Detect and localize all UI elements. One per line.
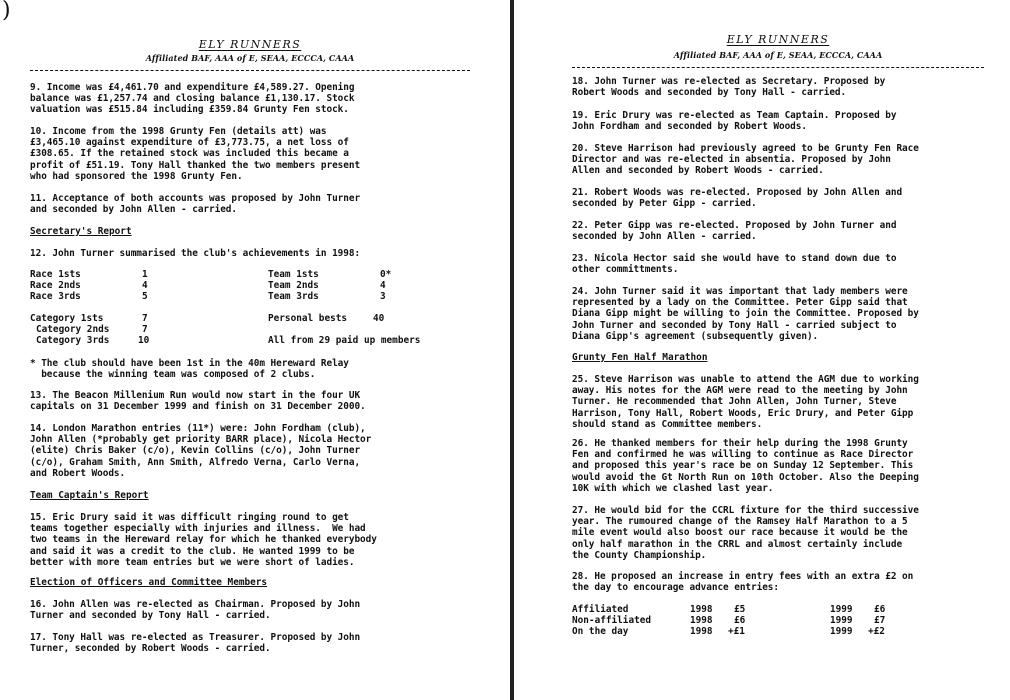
table-row: Non-affiliated 1998 £6 1999 £7 bbox=[572, 615, 886, 627]
item-17: 17. Tony Hall was re-elected as Treasurer. Proposed by John Turner, seconded by Robert Woods - carried. bbox=[30, 632, 361, 655]
item-23: 23. Nicola Hector said she would have to stand down due to other committments. bbox=[572, 253, 897, 276]
page-title: ELY RUNNERS bbox=[198, 38, 302, 51]
item-13: 13. The Beacon Millenium Run would now start in the four UK capitals on 31 December 1999 and finish on 31 December 2000. bbox=[30, 390, 366, 413]
section-heading-team-captain: Team Captain's Report bbox=[30, 490, 149, 501]
item-9: 9. Income was £4,461.70 and expenditure £4,589.27. Opening balance was £1,257.74 and closing balance £1,130.17. Stock valuation was £515.84 including £359.84 Grunty Fen stock. bbox=[30, 82, 355, 116]
footnote: * The club should have been 1st in the 40m Hereward Relay because the winning team was composed of 2 clubs. bbox=[30, 358, 349, 381]
item-26: 26. He thanked members for their help during the 1998 Grunty Fen and confirmed he was willing to continue as Race Director and proposed this year's race be on Sunday 12 September. This would avoid the Gt North Run on 10th October. Also the Deeping 10K with which we clashed last year. bbox=[572, 438, 919, 494]
item-21: 21. Robert Woods was re-elected. Proposed by John Allen and seconded by Peter Gipp - carried. bbox=[572, 187, 903, 210]
page-subtitle: Affiliated BAF, AAA of E, SEAA, ECCCA, CAAA bbox=[673, 50, 883, 60]
item-19: 19. Eric Drury was re-elected as Team Captain. Proposed by John Fordham and seconded by Robert Woods. bbox=[572, 110, 897, 133]
left-page bbox=[30, 0, 470, 700]
entry-fees-table bbox=[572, 604, 984, 638]
item-14: 14. London Marathon entries (11*) were: John Fordham (club), John Allen (*probably get priority BARR place), Nicola Hector (elite) Chris Baker (c/o), Kevin Collins (c/o), John Turner (c/o), Graham Smith, Ann Smith, Alfredo Verna, Carlo Verna, and Robert Woods. bbox=[30, 423, 372, 479]
page-edge-mark: ) bbox=[2, 0, 11, 23]
item-28: 28. He proposed an increase in entry fees with an extra £2 on the day to encourage advance entries: bbox=[572, 571, 914, 594]
table-row: Race 3rds 5 Team 3rds 3 bbox=[30, 291, 386, 303]
item-27: 27. He would bid for the CCRL fixture for the third successive year. The rumoured change of the Ramsey Half Marathon to a 5 mile event would also boost our race because it would be the only half marathon in the CRRL and almost certainly include the County Championship. bbox=[572, 505, 919, 561]
item-15: 15. Eric Drury said it was difficult ringing round to get teams together especially with injuries and illness. We had two teams in the Hereward relay for which he thanked everybody and said it was a credit to the club. He wanted 1999 to be better with more team entries but we were short of ladies. bbox=[30, 512, 377, 568]
header-rule bbox=[572, 67, 984, 68]
page-subtitle: Affiliated BAF, AAA of E, SEAA, ECCCA, CAAA bbox=[145, 53, 355, 63]
item-12: 12. John Turner summarised the club's achievements in 1998: bbox=[30, 248, 361, 259]
section-heading-election: Election of Officers and Committee Members bbox=[30, 577, 268, 588]
item-22: 22. Peter Gipp was re-elected. Proposed by John Turner and seconded by John Allen - carried. bbox=[572, 220, 897, 243]
table-row: Affiliated 1998 £5 1999 £6 bbox=[572, 604, 886, 615]
table-row: Category 3rds 10 All from 29 paid up members bbox=[36, 335, 421, 347]
section-heading-grunty-fen: Grunty Fen Half Marathon bbox=[572, 352, 708, 363]
table-row: Race 1sts 1 Team 1sts 0* bbox=[30, 269, 392, 280]
item-18: 18. John Turner was re-elected as Secretary. Proposed by Robert Woods and seconded by Tony Hall - carried. bbox=[572, 76, 886, 99]
achievements-table bbox=[30, 269, 470, 303]
item-10: 10. Income from the 1998 Grunty Fen (details att) was £3,465.10 against expenditure of £3,773.75, a net loss of £308.65. If the retained stock was included this became a profit of £51.19. Tony Hall thanked the two members present who had sponsored the 1998 Grunty Fen. bbox=[30, 126, 361, 182]
item-24: 24. John Turner said it was important that lady members were represented by a lady on the Committee. Peter Gipp said that Diana Gipp might be willing to join the Committee. Proposed by John Turner and seconded by Tony Hall - carried subject to Diana Gipp's agreement (subsequently given). bbox=[572, 286, 919, 342]
header-rule bbox=[30, 70, 470, 71]
item-11: 11. Acceptance of both accounts was proposed by John Turner and seconded by John Allen - carried. bbox=[30, 193, 361, 216]
item-20: 20. Steve Harrison had previously agreed to be Grunty Fen Race Director and was re-elected in absentia. Proposed by John Allen and seconded by Robert Woods - carried. bbox=[572, 143, 919, 177]
right-page bbox=[572, 0, 984, 700]
page-title: ELY RUNNERS bbox=[726, 33, 830, 46]
item-25: 25. Steve Harrison was unable to attend the AGM due to working away. His notes for the AGM were read to the meeting by John Turner. He recommended that John Allen, John Turner, Steve Harrison, Tony Hall, Robert Woods, Eric Drury, and Peter Gipp should stand as Committee members. bbox=[572, 374, 919, 430]
table-row: On the day 1998 +£1 1999 +£2 bbox=[572, 626, 885, 638]
table-row: Race 2nds 4 Team 2nds 4 bbox=[30, 280, 386, 292]
book-gutter bbox=[510, 0, 514, 700]
section-heading-secretary: Secretary's Report bbox=[30, 226, 132, 237]
table-row: Category 1sts 7 Personal bests 40 bbox=[30, 313, 385, 324]
categories-table bbox=[30, 313, 470, 347]
table-row: Category 2nds 7 bbox=[36, 324, 148, 336]
item-16: 16. John Allen was re-elected as Chairman. Proposed by John Turner and seconded by Tony Hall - carried. bbox=[30, 599, 361, 622]
